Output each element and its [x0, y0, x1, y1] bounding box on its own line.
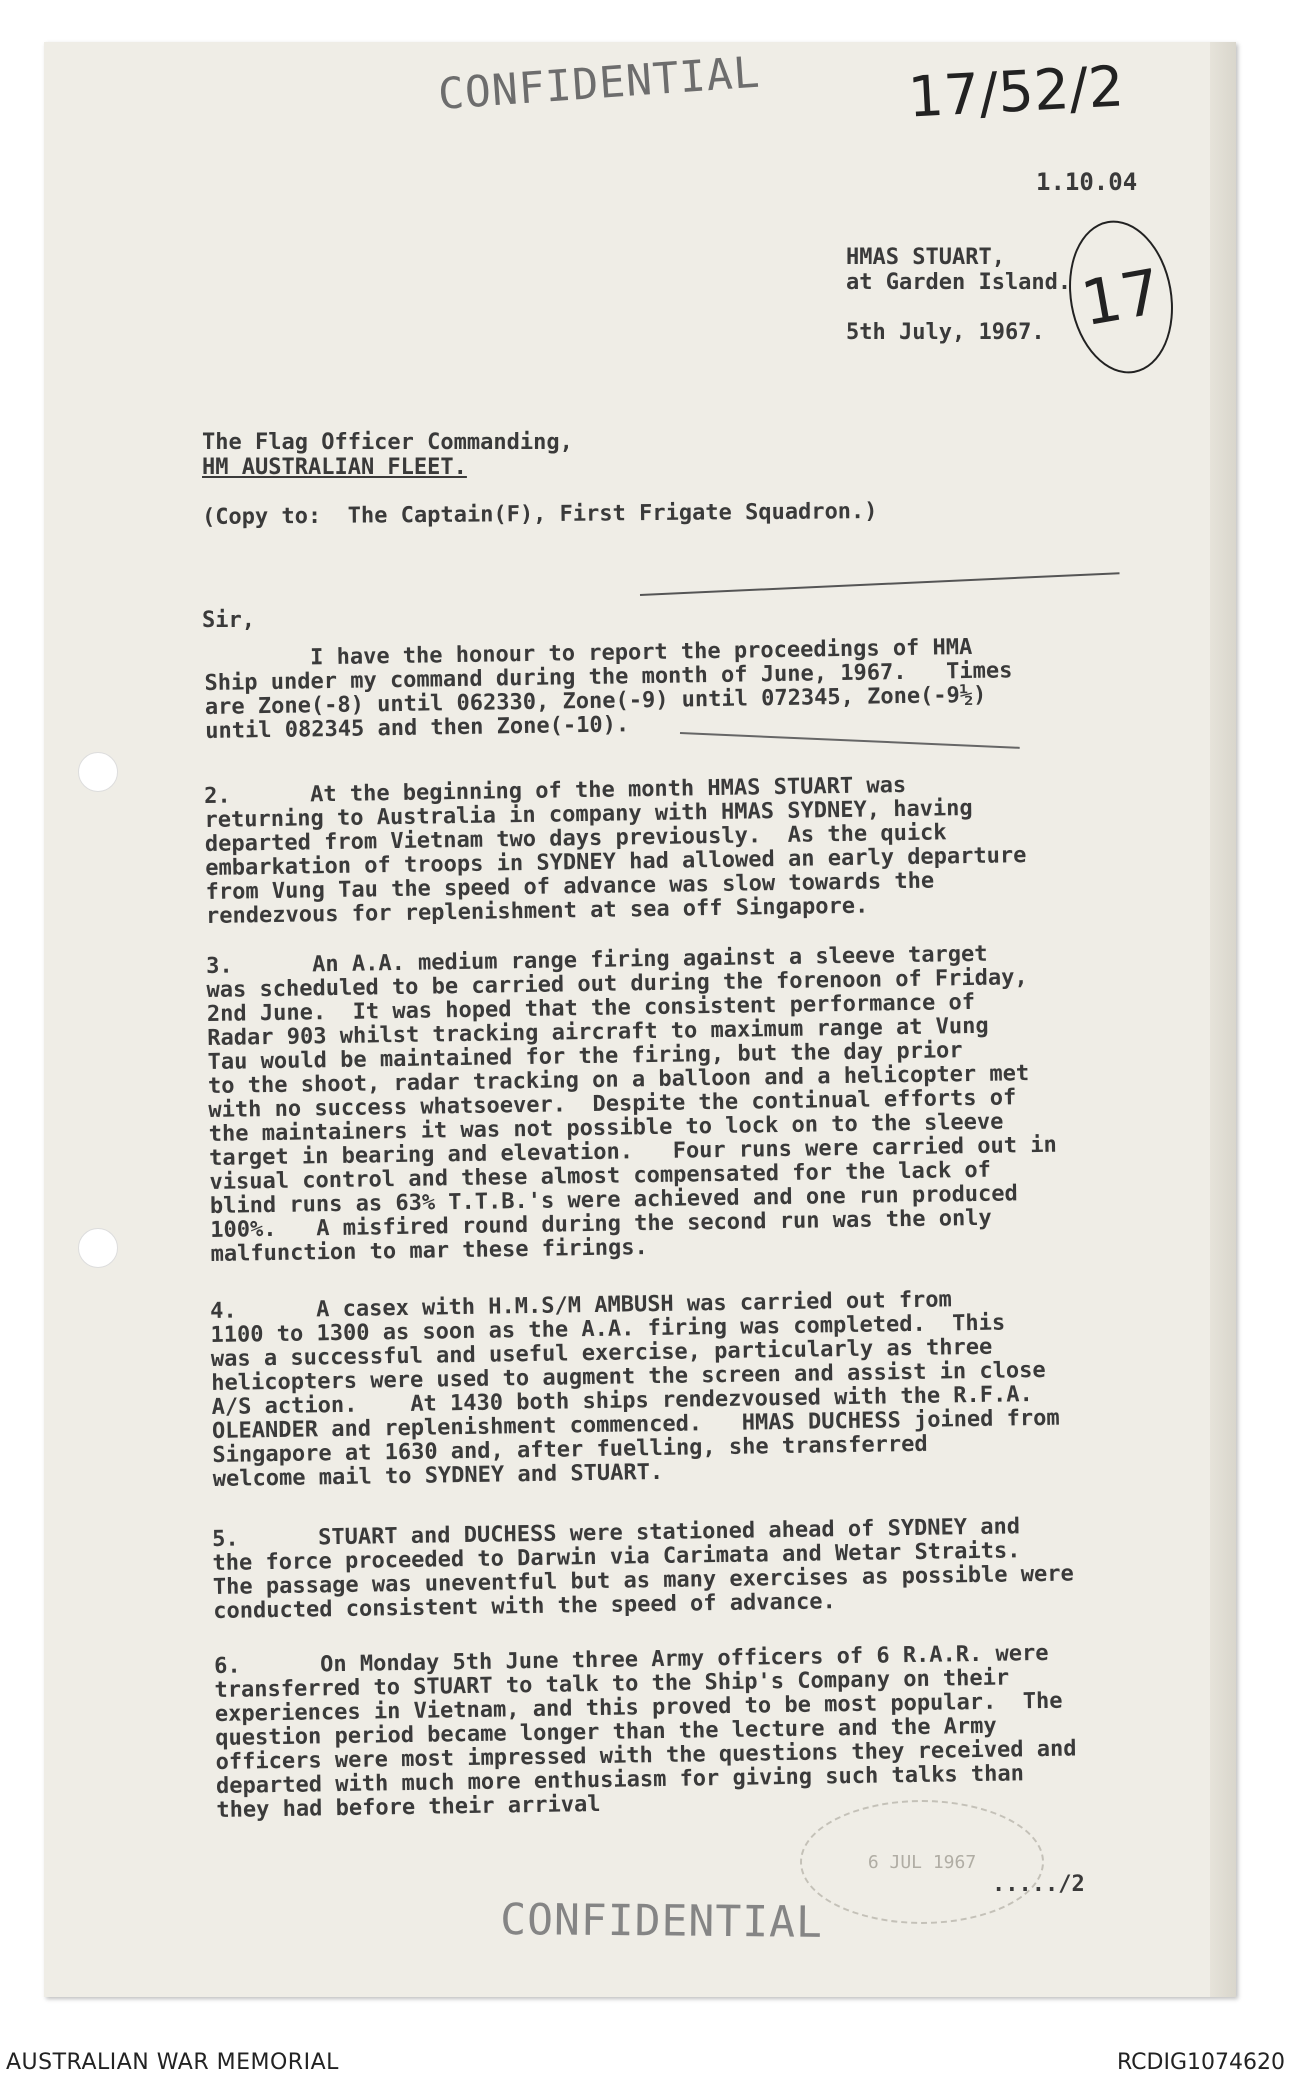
paragraph-1: I have the honour to report the proceedings of HMA Ship under my command during the month of June, 1967. Times are Zone(-8) until 062330, Zone(-9) until 072345, Zone(-9½) until 082345 and then Zone(-10). [203, 634, 1013, 744]
salutation: Sir, [202, 608, 255, 633]
confidential-stamp-bottom: CONFIDENTIAL [500, 1895, 824, 1948]
footer-institution: AUSTRALIAN WAR MEMORIAL [6, 2050, 339, 2075]
recipient-line-2: HM AUSTRALIAN FLEET. [202, 455, 467, 480]
copy-to-line: (Copy to: The Captain(F), First Frigate Squadron.) [201, 499, 878, 530]
address-line-1: HMAS STUART, [846, 245, 1005, 270]
recipient-line-1: The Flag Officer Commanding, [202, 430, 573, 455]
reference-number: 1.10.04 [1036, 168, 1138, 196]
paragraph-2: 2. At the beginning of the month HMAS STUART was returning to Australia in company with HMAS SYDNEY, having departed from Vietnam two days previously. As the quick embarkation of troops in SYDNEY had allowed an early departure from Vung Tau the speed of advance was slow towards the rendezvous for replenishment at sea off Singapore. [203, 772, 1027, 929]
address-line-2: at Garden Island. [846, 270, 1072, 295]
received-date-stamp: 6 JUL 1967 [800, 1800, 1044, 1924]
paragraph-5: 5. STUART and DUCHESS were stationed ahead of SYDNEY and the force proceeded to Darwin via Carimata and Wetar Straits. The passage was uneventful but as many exercises as possible were conducted consistent with the speed of advance. [211, 1514, 1074, 1624]
paragraph-4: 4. A casex with H.M.S/M AMBUSH was carried out from 1100 to 1300 as soon as the A.A. firing was completed. This was a successful and useful exercise, particularly as three helicopters were used to augment the screen and assist in close A/S action. At 1430 both ships rendezvoused with the R.F.A. OLEANDER and replenishment commenced. HMAS DUCHESS joined from Singapore at 1630 and, after fuelling, she transferred welcome mail to SYDNEY and STUART. [209, 1287, 1060, 1492]
punch-hole [78, 752, 118, 792]
footer-record-id: RCDIG1074620 [1116, 2050, 1285, 2075]
paragraph-6: 6. On Monday 5th June three Army officers of 6 R.A.R. were transferred to STUART to talk to the Ship's Company on their experiences in Vietnam, and this proved to be most popular. The question period became longer than the lecture and the Army officers were most impressed with the questions they received and departed with much more enthusiasm for giving such talks than they had before their arrival [213, 1640, 1077, 1823]
confidential-stamp-top: CONFIDENTIAL [436, 47, 762, 121]
sender-address [846, 245, 1071, 295]
paragraph-3: 3. An A.A. medium range firing against a sleeve target was scheduled to be carried out during the forenoon of Friday, 2nd June. It was hoped that the consistent performance of Radar 903 whilst tracking aircraft to maximum range at Vung Tau would be maintained for the firing, but the day prior to the shoot, radar tracking on a balloon and a helicopter met with no success whatsoever. Despite the continual efforts of the maintainers it was not possible to lock on to the sleeve target in bearing and elevation. Four runs were carried out in visual control and these almost compensated for the lack of blind runs as 63% T.T.B.'s were achieved and one run produced 100%. A misfired round during the second run was the only malfunction to mar these firings. [205, 941, 1057, 1267]
page-edge [1210, 42, 1236, 1997]
handwritten-file-number: 17/52/2 [906, 54, 1126, 131]
letter-date: 5th July, 1967. [846, 320, 1045, 345]
punch-hole [78, 1228, 118, 1268]
continued-marker: ...../2 [992, 1872, 1085, 1897]
circled-folio-number: 17 [1057, 212, 1184, 381]
